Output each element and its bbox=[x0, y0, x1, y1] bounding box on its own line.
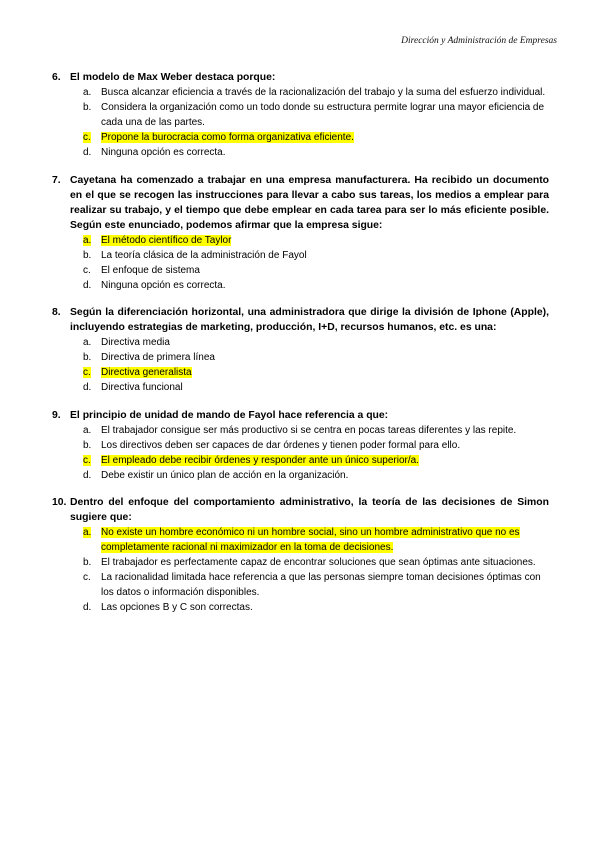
question-text: Cayetana ha comenzado a trabajar en una empresa manufacturera. Ha recibido un documento en el que se recogen las instrucciones para llevar a cabo sus tareas, los medios a emplear para realizar su trabajo, y el tiempo que debe emplear en cada tarea para ser lo más eficiente posible. Según este enunciado, podemos afirmar que la empresa sigue: bbox=[70, 174, 549, 231]
option-text: Directiva de primera línea bbox=[101, 352, 215, 363]
option-text: Ninguna opción es correcta. bbox=[101, 279, 226, 291]
option-d bbox=[83, 468, 549, 483]
option-letter: a. bbox=[83, 337, 92, 348]
option-text: El trabajador consigue ser más productivo si se centra en pocas tareas diferentes y las repite. bbox=[101, 424, 517, 436]
option-d bbox=[83, 278, 549, 293]
option-text: Directiva media bbox=[101, 337, 170, 348]
option-letter: d. bbox=[83, 469, 92, 481]
option-letter: b. bbox=[83, 557, 92, 568]
option-text: La teoría clásica de la administración de Fayol bbox=[101, 249, 307, 261]
question-number: 8. bbox=[52, 307, 61, 318]
option-text: Los directivos deben ser capaces de dar órdenes y tienen poder formal para ello. bbox=[101, 439, 461, 451]
option-letter: c. bbox=[83, 264, 91, 276]
option-a bbox=[83, 85, 549, 100]
question-8 bbox=[52, 305, 549, 395]
option-b bbox=[83, 438, 549, 453]
option-c-correct bbox=[83, 453, 549, 468]
question-9 bbox=[52, 408, 549, 483]
question-list bbox=[52, 70, 549, 628]
question-text: Dentro del enfoque del comportamiento administrativo, la teoría de las decisiones de Simon sugiere que: bbox=[70, 497, 549, 523]
question-header bbox=[52, 70, 549, 85]
option-letter-highlighted: a. bbox=[83, 527, 92, 538]
option-letter: a. bbox=[83, 87, 92, 98]
option-text-highlighted: El empleado debe recibir órdenes y responder ante un único superior/a. bbox=[101, 454, 419, 466]
option-text: Considera la organización como un todo donde su estructura permite lograr una mayor eficiencia de cada una de las partes. bbox=[101, 102, 545, 128]
option-text: Ninguna opción es correcta. bbox=[101, 147, 226, 158]
option-b bbox=[83, 555, 549, 570]
question-header bbox=[52, 408, 549, 423]
option-letter-highlighted: c. bbox=[83, 132, 91, 143]
question-6 bbox=[52, 70, 549, 160]
option-text-highlighted: Propone la burocracia como forma organizativa eficiente. bbox=[101, 132, 354, 143]
option-letter: c. bbox=[83, 572, 91, 583]
question-number: 9. bbox=[52, 409, 61, 421]
option-letter: d. bbox=[83, 147, 92, 158]
question-number: 6. bbox=[52, 72, 61, 83]
option-b bbox=[83, 248, 549, 263]
option-letter: b. bbox=[83, 352, 92, 363]
question-number: 7. bbox=[52, 174, 61, 186]
question-header bbox=[52, 495, 549, 525]
option-a-correct bbox=[83, 525, 549, 555]
option-text: El trabajador es perfectamente capaz de encontrar soluciones que sean óptimas ante situaciones. bbox=[101, 557, 536, 568]
option-text-highlighted: El método científico de Taylor bbox=[101, 234, 232, 246]
option-letter-highlighted: a. bbox=[83, 234, 92, 246]
option-c-correct bbox=[83, 365, 549, 380]
question-header bbox=[52, 173, 549, 233]
option-letter: a. bbox=[83, 424, 92, 436]
question-header bbox=[52, 305, 549, 335]
option-text: La racionalidad limitada hace referencia a que las personas siempre toman decisiones óptimas con los datos o información disponibles. bbox=[101, 572, 541, 598]
question-7 bbox=[52, 173, 549, 293]
question-text: El principio de unidad de mando de Fayol hace referencia a que: bbox=[70, 409, 389, 421]
option-text: El enfoque de sistema bbox=[101, 264, 200, 276]
option-text: Debe existir un único plan de acción en la organización. bbox=[101, 469, 349, 481]
option-text-highlighted: No existe un hombre económico ni un hombre social, sino un hombre administrativo que no es completamente racional ni maximizador en la toma de decisiones. bbox=[101, 527, 520, 553]
option-letter: d. bbox=[83, 602, 92, 613]
option-b bbox=[83, 100, 549, 130]
option-c-correct bbox=[83, 130, 549, 145]
option-b bbox=[83, 350, 549, 365]
option-a bbox=[83, 423, 549, 438]
option-letter: b. bbox=[83, 439, 92, 451]
option-d bbox=[83, 380, 549, 395]
option-c bbox=[83, 570, 549, 600]
option-letter: d. bbox=[83, 382, 92, 393]
option-letter: b. bbox=[83, 249, 92, 261]
option-letter-highlighted: c. bbox=[83, 454, 91, 466]
option-text: Busca alcanzar eficiencia a través de la racionalización del trabajo y la suma del esfuerzo individual. bbox=[101, 87, 546, 98]
option-text-highlighted: Directiva generalista bbox=[101, 367, 192, 378]
question-text: El modelo de Max Weber destaca porque: bbox=[70, 72, 276, 83]
option-a-correct bbox=[83, 233, 549, 248]
question-text: Según la diferenciación horizontal, una administradora que dirige la división de Iphone (Apple), incluyendo estrategias de marketing, producción, I+D, recursos humanos, etc. es una: bbox=[70, 307, 549, 333]
page-header-title: Dirección y Administración de Empresas bbox=[401, 36, 557, 46]
question-10 bbox=[52, 495, 549, 615]
option-d bbox=[83, 145, 549, 160]
option-text: Las opciones B y C son correctas. bbox=[101, 602, 253, 613]
option-text: Directiva funcional bbox=[101, 382, 183, 393]
option-letter: b. bbox=[83, 102, 92, 113]
option-c bbox=[83, 263, 549, 278]
option-letter-highlighted: c. bbox=[83, 367, 91, 378]
option-a bbox=[83, 335, 549, 350]
option-letter: d. bbox=[83, 279, 92, 291]
option-d bbox=[83, 600, 549, 615]
question-number: 10. bbox=[52, 497, 67, 508]
